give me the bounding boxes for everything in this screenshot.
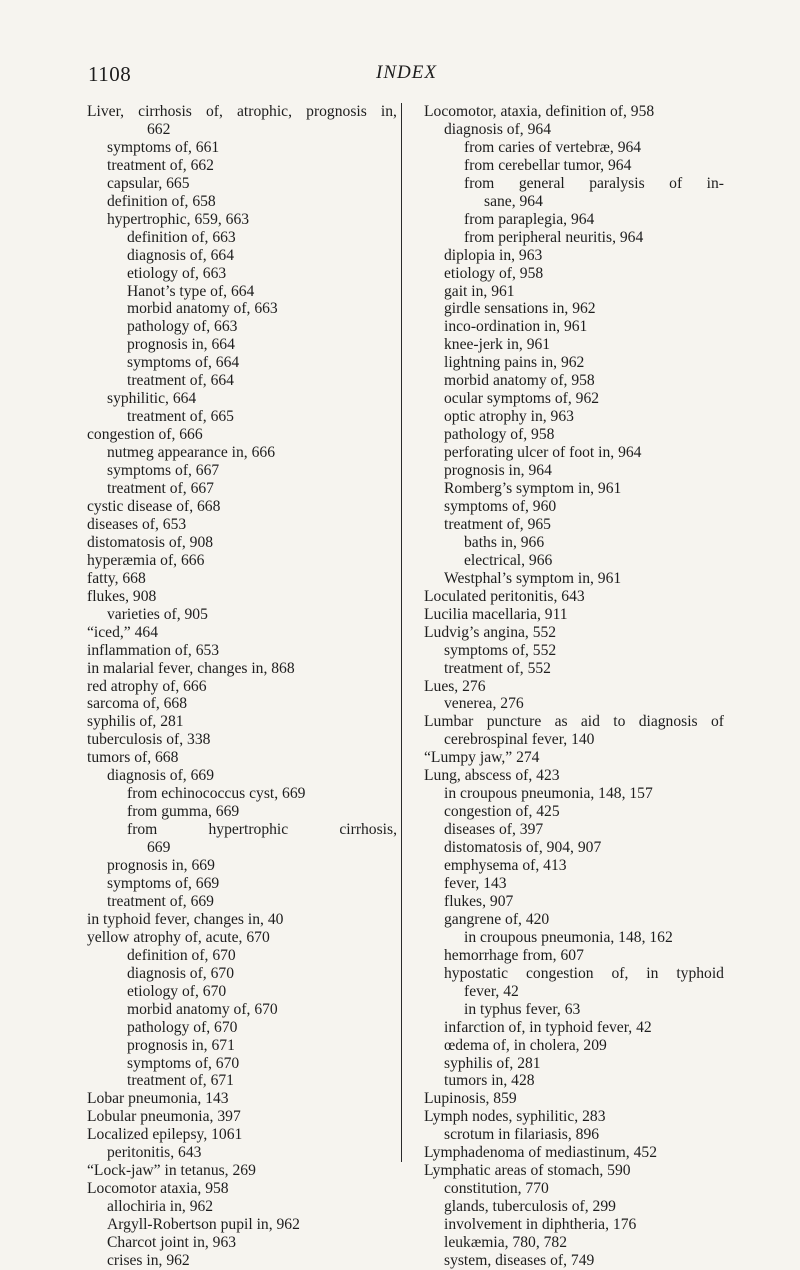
index-entry: hyperæmia of, 666 bbox=[87, 551, 205, 569]
index-entry: diagnosis of, 670 bbox=[127, 964, 234, 982]
index-entry: pathology of, 958 bbox=[444, 426, 555, 444]
index-entry: symptoms of, 664 bbox=[127, 354, 240, 372]
index-entry: symptoms of, 552 bbox=[444, 641, 557, 659]
column-divider bbox=[401, 103, 402, 1162]
index-entry: definition of, 658 bbox=[107, 192, 216, 210]
index-entry: Lymph nodes, syphilitic, 283 bbox=[424, 1108, 606, 1126]
index-column-left bbox=[87, 103, 397, 1270]
index-entry: etiology of, 670 bbox=[127, 982, 227, 1000]
index-entry: sane, 964 bbox=[484, 192, 543, 210]
index-entry: sarcoma of, 668 bbox=[87, 695, 188, 713]
index-entry: Lobular pneumonia, 397 bbox=[87, 1108, 241, 1126]
index-entry: Argyll-Robertson pupil in, 962 bbox=[107, 1216, 300, 1234]
index-entry: in malarial fever, changes in, 868 bbox=[87, 659, 295, 677]
index-entry: gait in, 961 bbox=[444, 282, 515, 300]
index-entry: Lupinosis, 859 bbox=[424, 1090, 517, 1108]
index-entry: distomatosis of, 908 bbox=[87, 533, 214, 551]
index-entry: leukæmia, 780, 782 bbox=[444, 1234, 568, 1252]
index-entry: in croupous pneumonia, 148, 157 bbox=[444, 785, 653, 803]
index-entry: Liver, cirrhosis of, atrophic, prognosis in, bbox=[87, 103, 397, 120]
index-entry: inflammation of, 653 bbox=[87, 641, 220, 659]
index-entry: treatment of, 965 bbox=[444, 515, 551, 533]
index-entry: morbid anatomy of, 663 bbox=[127, 300, 278, 318]
index-entry: from echinococcus cyst, 669 bbox=[127, 785, 306, 803]
index-entry: tumors of, 668 bbox=[87, 749, 179, 767]
index-entry: diseases of, 397 bbox=[444, 821, 544, 839]
index-entry: pathology of, 663 bbox=[127, 318, 238, 336]
index-entry: hypertrophic, 659, 663 bbox=[107, 210, 250, 228]
index-entry: prognosis in, 964 bbox=[444, 462, 552, 480]
index-entry: 662 bbox=[147, 120, 171, 138]
index-entry: Ludvig’s angina, 552 bbox=[424, 623, 557, 641]
index-entry: morbid anatomy of, 670 bbox=[127, 1000, 278, 1018]
index-entry: symptoms of, 960 bbox=[444, 497, 557, 515]
index-entry: glands, tuberculosis of, 299 bbox=[444, 1198, 616, 1216]
index-entry: œdema of, in cholera, 209 bbox=[444, 1036, 607, 1054]
index-entry: congestion of, 425 bbox=[444, 803, 560, 821]
index-entry: Lucilia macellaria, 911 bbox=[424, 605, 568, 623]
index-entry: fatty, 668 bbox=[87, 569, 146, 587]
index-entry: cystic disease of, 668 bbox=[87, 497, 221, 515]
index-entry: “iced,” 464 bbox=[87, 623, 159, 641]
index-entry: ocular symptoms of, 962 bbox=[444, 390, 600, 408]
index-entry: allochiria in, 962 bbox=[107, 1198, 214, 1216]
index-entry: from paraplegia, 964 bbox=[464, 210, 595, 228]
index-entry: capsular, 665 bbox=[107, 174, 190, 192]
index-entry: baths in, 966 bbox=[464, 533, 545, 551]
index-entry: treatment of, 669 bbox=[107, 892, 214, 910]
index-entry: tumors in, 428 bbox=[444, 1072, 535, 1090]
index-entry: Lung, abscess of, 423 bbox=[424, 767, 560, 785]
index-entry: lightning pains in, 962 bbox=[444, 354, 585, 372]
index-entry: cerebrospinal fever, 140 bbox=[444, 731, 595, 749]
index-entry: treatment of, 667 bbox=[107, 480, 214, 498]
index-entry: tuberculosis of, 338 bbox=[87, 731, 211, 749]
index-entry: crises in, 962 bbox=[107, 1252, 190, 1269]
page-number: 1108 bbox=[88, 62, 132, 86]
index-entry: Hanot’s type of, 664 bbox=[127, 282, 255, 300]
index-entry: 669 bbox=[147, 839, 171, 857]
index-entry: syphilitic, 664 bbox=[107, 390, 197, 408]
index-entry: definition of, 670 bbox=[127, 946, 236, 964]
index-entry: etiology of, 663 bbox=[127, 264, 227, 282]
index-entry: peritonitis, 643 bbox=[107, 1144, 202, 1162]
index-entry: emphysema of, 413 bbox=[444, 857, 567, 875]
index-entry: symptoms of, 670 bbox=[127, 1054, 240, 1072]
index-entry: Locomotor, ataxia, definition of, 958 bbox=[424, 103, 655, 120]
index-entry: Romberg’s symptom in, 961 bbox=[444, 480, 622, 498]
index-entry: involvement in diphtheria, 176 bbox=[444, 1216, 637, 1234]
index-entry: pathology of, 670 bbox=[127, 1018, 238, 1036]
index-entry: congestion of, 666 bbox=[87, 426, 203, 444]
index-entry: red atrophy of, 666 bbox=[87, 677, 207, 695]
index-entry: “Lumpy jaw,” 274 bbox=[424, 749, 540, 767]
index-entry: flukes, 908 bbox=[87, 587, 157, 605]
index-entry: symptoms of, 667 bbox=[107, 462, 220, 480]
index-entry: nutmeg appearance in, 666 bbox=[107, 444, 275, 462]
index-entry: hypostatic congestion of, in typhoid bbox=[444, 964, 724, 982]
index-entry: from peripheral neuritis, 964 bbox=[464, 228, 644, 246]
index-entry: diseases of, 653 bbox=[87, 515, 187, 533]
index-entry: from caries of vertebræ, 964 bbox=[464, 138, 642, 156]
index-entry: gangrene of, 420 bbox=[444, 910, 550, 928]
index-entry: diagnosis of, 664 bbox=[127, 246, 234, 264]
index-entry: syphilis of, 281 bbox=[87, 713, 184, 731]
index-entry: prognosis in, 669 bbox=[107, 857, 215, 875]
index-entry: from general paralysis of in- bbox=[464, 174, 724, 192]
index-entry: diplopia in, 963 bbox=[444, 246, 543, 264]
index-entry: in typhus fever, 63 bbox=[464, 1000, 581, 1018]
index-entry: symptoms of, 661 bbox=[107, 138, 220, 156]
index-entry: fever, 42 bbox=[464, 982, 519, 1000]
index-entry: from cerebellar tumor, 964 bbox=[464, 156, 632, 174]
index-entry: perforating ulcer of foot in, 964 bbox=[444, 444, 642, 462]
page-header bbox=[0, 62, 800, 92]
index-entry: diagnosis of, 669 bbox=[107, 767, 214, 785]
index-entry: from hypertrophic cirrhosis, bbox=[127, 821, 397, 839]
index-entry: treatment of, 552 bbox=[444, 659, 551, 677]
index-entry: treatment of, 671 bbox=[127, 1072, 234, 1090]
index-entry: distomatosis of, 904, 907 bbox=[444, 839, 602, 857]
index-entry: in croupous pneumonia, 148, 162 bbox=[464, 928, 673, 946]
index-entry: etiology of, 958 bbox=[444, 264, 544, 282]
index-entry: Lues, 276 bbox=[424, 677, 486, 695]
index-entry: symptoms of, 669 bbox=[107, 874, 220, 892]
index-entry: inco-ordination in, 961 bbox=[444, 318, 588, 336]
index-entry: Locomotor ataxia, 958 bbox=[87, 1180, 229, 1198]
index-entry: “Lock-jaw” in tetanus, 269 bbox=[87, 1162, 256, 1180]
index-entry: Loculated peritonitis, 643 bbox=[424, 587, 585, 605]
index-entry: in typhoid fever, changes in, 40 bbox=[87, 910, 284, 928]
index-entry: treatment of, 665 bbox=[127, 408, 234, 426]
index-entry: electrical, 966 bbox=[464, 551, 553, 569]
index-entry: morbid anatomy of, 958 bbox=[444, 372, 595, 390]
index-entry: venerea, 276 bbox=[444, 695, 524, 713]
index-entry: prognosis in, 664 bbox=[127, 336, 235, 354]
index-entry: fever, 143 bbox=[444, 874, 507, 892]
index-entry: girdle sensations in, 962 bbox=[444, 300, 596, 318]
index-entry: Localized epilepsy, 1061 bbox=[87, 1126, 243, 1144]
index-entry: diagnosis of, 964 bbox=[444, 120, 551, 138]
index-entry: system, diseases of, 749 bbox=[444, 1252, 595, 1269]
index-entry: knee-jerk in, 961 bbox=[444, 336, 551, 354]
index-entry: flukes, 907 bbox=[444, 892, 514, 910]
index-entry: Lymphatic areas of stomach, 590 bbox=[424, 1162, 631, 1180]
index-entry: varieties of, 905 bbox=[107, 605, 208, 623]
index-column-right bbox=[424, 103, 724, 1270]
index-entry: Lymphadenoma of mediastinum, 452 bbox=[424, 1144, 657, 1162]
index-entry: infarction of, in typhoid fever, 42 bbox=[444, 1018, 652, 1036]
index-entry: Westphal’s symptom in, 961 bbox=[444, 569, 622, 587]
index-entry: Lumbar puncture as aid to diagnosis of bbox=[424, 713, 724, 731]
index-entry: hemorrhage from, 607 bbox=[444, 946, 584, 964]
index-entry: optic atrophy in, 963 bbox=[444, 408, 574, 426]
index-entry: treatment of, 662 bbox=[107, 156, 214, 174]
index-entry: syphilis of, 281 bbox=[444, 1054, 541, 1072]
index-entry: definition of, 663 bbox=[127, 228, 236, 246]
running-head: INDEX bbox=[376, 62, 437, 83]
index-entry: Lobar pneumonia, 143 bbox=[87, 1090, 229, 1108]
index-entry: scrotum in filariasis, 896 bbox=[444, 1126, 600, 1144]
index-entry: Charcot joint in, 963 bbox=[107, 1234, 237, 1252]
index-entry: yellow atrophy of, acute, 670 bbox=[87, 928, 270, 946]
index-entry: from gumma, 669 bbox=[127, 803, 240, 821]
index-entry: prognosis in, 671 bbox=[127, 1036, 235, 1054]
index-entry: treatment of, 664 bbox=[127, 372, 234, 390]
index-entry: constitution, 770 bbox=[444, 1180, 549, 1198]
